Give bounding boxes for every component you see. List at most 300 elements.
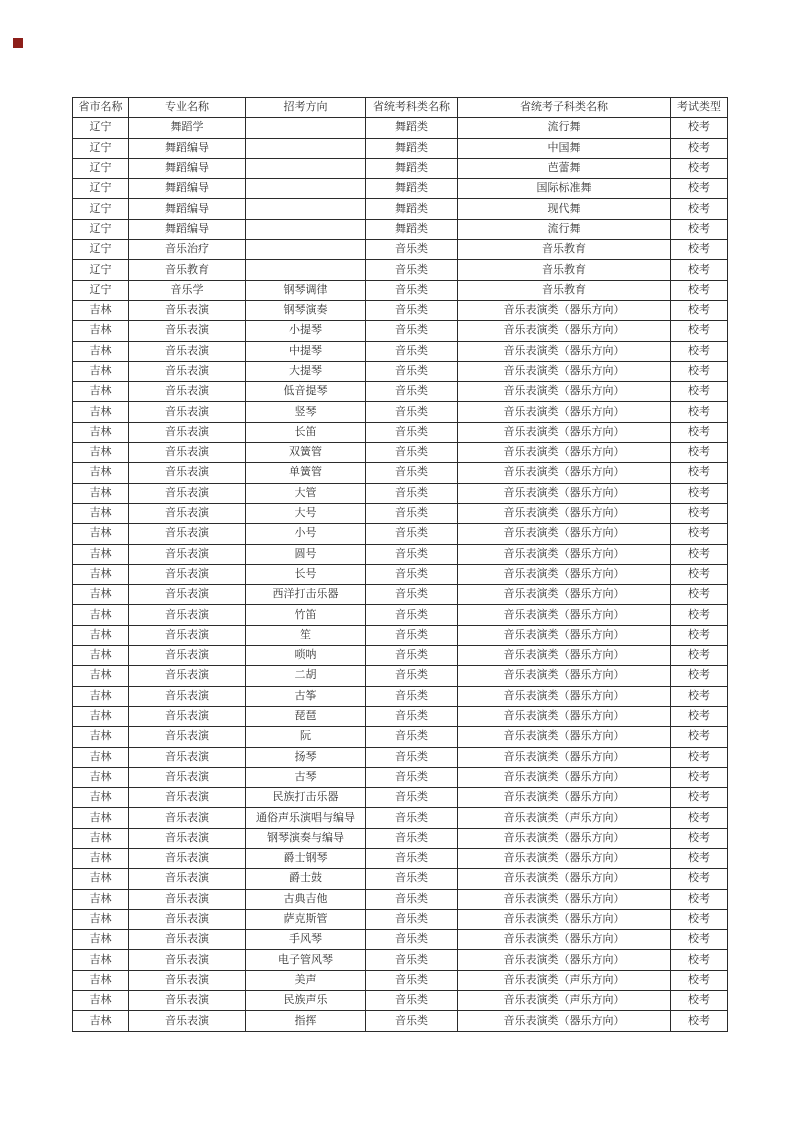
table-cell: 音乐表演 (129, 848, 246, 868)
table-cell: 音乐类 (366, 991, 458, 1011)
table-cell: 长笛 (246, 422, 366, 442)
table-cell: 吉林 (73, 443, 129, 463)
table-cell: 吉林 (73, 361, 129, 381)
table-cell: 音乐表演类（器乐方向） (458, 463, 671, 483)
table-cell: 音乐表演 (129, 544, 246, 564)
table-cell: 吉林 (73, 930, 129, 950)
table-cell: 音乐表演类（器乐方向） (458, 300, 671, 320)
table-cell: 音乐表演类（器乐方向） (458, 706, 671, 726)
table-cell: 琵琶 (246, 706, 366, 726)
table-cell: 唢呐 (246, 646, 366, 666)
table-header (73, 98, 728, 118)
table-cell: 美声 (246, 970, 366, 990)
table-cell: 校考 (671, 1011, 728, 1031)
table-cell: 音乐类 (366, 341, 458, 361)
column-header: 专业名称 (129, 98, 246, 118)
table-cell: 吉林 (73, 889, 129, 909)
table-cell: 古筝 (246, 686, 366, 706)
table-cell: 竹笛 (246, 605, 366, 625)
table-cell: 辽宁 (73, 179, 129, 199)
table-cell: 音乐表演类（器乐方向） (458, 564, 671, 584)
table-cell: 音乐表演类（器乐方向） (458, 909, 671, 929)
table-cell: 古琴 (246, 767, 366, 787)
column-header: 招考方向 (246, 98, 366, 118)
table-row (73, 666, 728, 686)
table-cell: 校考 (671, 260, 728, 280)
table-cell: 吉林 (73, 463, 129, 483)
table-cell: 舞蹈编导 (129, 158, 246, 178)
table-cell: 吉林 (73, 382, 129, 402)
table-row (73, 788, 728, 808)
table-cell: 音乐表演 (129, 402, 246, 422)
table-cell: 音乐表演 (129, 950, 246, 970)
table-cell: 舞蹈类 (366, 158, 458, 178)
table-row (73, 280, 728, 300)
table-cell: 音乐类 (366, 727, 458, 747)
table-cell: 吉林 (73, 869, 129, 889)
table-cell (246, 219, 366, 239)
table-cell: 音乐表演 (129, 463, 246, 483)
table-cell: 音乐表演类（器乐方向） (458, 524, 671, 544)
table-cell: 舞蹈类 (366, 118, 458, 138)
table-cell: 音乐类 (366, 280, 458, 300)
table-cell: 萨克斯管 (246, 909, 366, 929)
table-cell: 辽宁 (73, 199, 129, 219)
table-cell: 爵士鼓 (246, 869, 366, 889)
table-cell: 吉林 (73, 767, 129, 787)
table-cell: 音乐表演类（器乐方向） (458, 930, 671, 950)
table-cell: 二胡 (246, 666, 366, 686)
table-cell: 音乐表演类（器乐方向） (458, 767, 671, 787)
table-cell: 音乐表演 (129, 361, 246, 381)
table-cell: 音乐类 (366, 524, 458, 544)
table-row (73, 422, 728, 442)
table-cell: 音乐表演 (129, 422, 246, 442)
table-cell: 校考 (671, 828, 728, 848)
table-cell: 吉林 (73, 605, 129, 625)
table-cell: 音乐表演 (129, 300, 246, 320)
table-row (73, 443, 728, 463)
table-row (73, 138, 728, 158)
table-cell: 校考 (671, 361, 728, 381)
table-cell: 吉林 (73, 585, 129, 605)
table-cell (246, 240, 366, 260)
table-row (73, 950, 728, 970)
table-cell: 笙 (246, 625, 366, 645)
table-row (73, 321, 728, 341)
table-cell: 吉林 (73, 422, 129, 442)
table-cell (246, 260, 366, 280)
table-cell: 校考 (671, 991, 728, 1011)
table-cell: 民族打击乐器 (246, 788, 366, 808)
table-cell (246, 158, 366, 178)
table-cell: 校考 (671, 666, 728, 686)
table-row (73, 402, 728, 422)
table-row (73, 625, 728, 645)
table-cell: 电子管风琴 (246, 950, 366, 970)
table-cell: 音乐表演类（器乐方向） (458, 544, 671, 564)
table-cell: 辽宁 (73, 260, 129, 280)
table-cell: 校考 (671, 300, 728, 320)
table-cell: 音乐表演 (129, 930, 246, 950)
table-cell: 音乐类 (366, 767, 458, 787)
table-cell: 音乐表演 (129, 889, 246, 909)
table-row (73, 909, 728, 929)
table-cell: 小号 (246, 524, 366, 544)
table-cell: 音乐表演类（器乐方向） (458, 341, 671, 361)
table-cell: 吉林 (73, 341, 129, 361)
table-cell: 校考 (671, 889, 728, 909)
table-cell: 吉林 (73, 1011, 129, 1031)
table-cell: 音乐表演 (129, 788, 246, 808)
table-cell: 大号 (246, 503, 366, 523)
table-cell: 音乐类 (366, 402, 458, 422)
table-cell: 音乐类 (366, 747, 458, 767)
table-cell: 吉林 (73, 686, 129, 706)
table-row (73, 646, 728, 666)
table-cell: 音乐类 (366, 808, 458, 828)
table-cell: 吉林 (73, 706, 129, 726)
table-cell: 手风琴 (246, 930, 366, 950)
table-cell: 音乐表演 (129, 869, 246, 889)
table-cell: 音乐表演 (129, 686, 246, 706)
table-row (73, 382, 728, 402)
table-row (73, 727, 728, 747)
table-cell: 舞蹈类 (366, 179, 458, 199)
table-cell: 音乐表演类（器乐方向） (458, 646, 671, 666)
table-cell: 吉林 (73, 991, 129, 1011)
table-row (73, 179, 728, 199)
column-header: 省统考子科类名称 (458, 98, 671, 118)
table-cell: 吉林 (73, 909, 129, 929)
table-cell: 音乐类 (366, 483, 458, 503)
table-cell: 音乐类 (366, 950, 458, 970)
table-cell: 校考 (671, 443, 728, 463)
table-cell: 吉林 (73, 402, 129, 422)
table-cell (246, 199, 366, 219)
table-cell: 音乐表演类（器乐方向） (458, 686, 671, 706)
table-cell: 音乐表演类（器乐方向） (458, 788, 671, 808)
table-cell: 音乐表演类（声乐方向） (458, 808, 671, 828)
table-row (73, 970, 728, 990)
table-cell: 音乐表演 (129, 666, 246, 686)
table-cell: 校考 (671, 706, 728, 726)
table-cell: 音乐类 (366, 321, 458, 341)
table-cell: 校考 (671, 625, 728, 645)
table-cell: 舞蹈学 (129, 118, 246, 138)
table-cell: 芭蕾舞 (458, 158, 671, 178)
table-cell: 吉林 (73, 483, 129, 503)
table-cell: 中提琴 (246, 341, 366, 361)
table-cell: 吉林 (73, 727, 129, 747)
table-cell: 舞蹈编导 (129, 199, 246, 219)
red-corner-mark (13, 38, 23, 48)
table-cell: 低音提琴 (246, 382, 366, 402)
table-cell: 校考 (671, 503, 728, 523)
table-cell: 音乐表演类（声乐方向） (458, 970, 671, 990)
table-cell: 指挥 (246, 1011, 366, 1031)
table-cell: 音乐表演 (129, 564, 246, 584)
table-cell: 音乐类 (366, 463, 458, 483)
table-row (73, 564, 728, 584)
table-cell: 音乐表演 (129, 625, 246, 645)
table-cell: 音乐表演 (129, 646, 246, 666)
table-cell: 音乐类 (366, 422, 458, 442)
table-cell: 音乐表演类（器乐方向） (458, 422, 671, 442)
table-cell: 西洋打击乐器 (246, 585, 366, 605)
table-cell: 音乐表演类（器乐方向） (458, 503, 671, 523)
table-cell: 校考 (671, 788, 728, 808)
table-cell: 校考 (671, 605, 728, 625)
table-row (73, 686, 728, 706)
table-row (73, 747, 728, 767)
table-cell: 长号 (246, 564, 366, 584)
table-cell: 音乐表演 (129, 706, 246, 726)
table-row (73, 463, 728, 483)
table-cell: 吉林 (73, 300, 129, 320)
table-cell: 民族声乐 (246, 991, 366, 1011)
table-cell: 校考 (671, 179, 728, 199)
table-cell: 辽宁 (73, 158, 129, 178)
table-cell: 音乐表演 (129, 483, 246, 503)
table-cell: 辽宁 (73, 240, 129, 260)
table-cell: 校考 (671, 240, 728, 260)
table-cell: 音乐类 (366, 706, 458, 726)
table-cell: 音乐表演 (129, 524, 246, 544)
table-cell: 音乐表演 (129, 585, 246, 605)
table-cell: 吉林 (73, 503, 129, 523)
table-cell: 音乐类 (366, 625, 458, 645)
table-cell: 音乐类 (366, 300, 458, 320)
table-cell: 流行舞 (458, 219, 671, 239)
table-cell: 音乐学 (129, 280, 246, 300)
table-cell: 校考 (671, 219, 728, 239)
table-cell: 单簧管 (246, 463, 366, 483)
table-cell: 校考 (671, 544, 728, 564)
table-row (73, 118, 728, 138)
table-cell: 音乐表演 (129, 605, 246, 625)
table-cell: 舞蹈编导 (129, 219, 246, 239)
table-cell: 音乐类 (366, 260, 458, 280)
table-row (73, 341, 728, 361)
table-cell: 校考 (671, 524, 728, 544)
table-cell: 大管 (246, 483, 366, 503)
table-cell: 舞蹈编导 (129, 138, 246, 158)
table-cell: 钢琴调律 (246, 280, 366, 300)
table-cell: 音乐表演类（器乐方向） (458, 625, 671, 645)
table-cell: 吉林 (73, 666, 129, 686)
table-cell: 校考 (671, 585, 728, 605)
table-cell: 音乐类 (366, 828, 458, 848)
table-cell: 爵士钢琴 (246, 848, 366, 868)
table-cell: 校考 (671, 402, 728, 422)
column-header: 省市名称 (73, 98, 129, 118)
majors-exam-table (72, 97, 728, 1032)
table-cell: 吉林 (73, 747, 129, 767)
table-cell: 音乐教育 (458, 280, 671, 300)
table-cell: 钢琴演奏 (246, 300, 366, 320)
table-cell (246, 118, 366, 138)
table-cell: 吉林 (73, 808, 129, 828)
table-cell: 双簧管 (246, 443, 366, 463)
table-row (73, 503, 728, 523)
table-cell: 校考 (671, 686, 728, 706)
table-row (73, 1011, 728, 1031)
table-cell: 校考 (671, 118, 728, 138)
table-cell: 音乐表演类（器乐方向） (458, 361, 671, 381)
column-header: 省统考科类名称 (366, 98, 458, 118)
table-cell: 通俗声乐演唱与编导 (246, 808, 366, 828)
table-cell: 辽宁 (73, 280, 129, 300)
table-row (73, 767, 728, 787)
table-cell: 音乐类 (366, 686, 458, 706)
table-cell: 校考 (671, 646, 728, 666)
table-cell: 吉林 (73, 788, 129, 808)
table-cell: 音乐表演 (129, 828, 246, 848)
table-cell: 吉林 (73, 828, 129, 848)
table-cell: 校考 (671, 909, 728, 929)
table-cell: 音乐教育 (458, 260, 671, 280)
table-cell: 校考 (671, 950, 728, 970)
table-cell: 音乐类 (366, 646, 458, 666)
table-cell: 吉林 (73, 321, 129, 341)
table-cell: 舞蹈类 (366, 138, 458, 158)
table-cell: 音乐表演 (129, 321, 246, 341)
table-cell: 音乐类 (366, 909, 458, 929)
table-cell: 音乐表演类（器乐方向） (458, 321, 671, 341)
table-cell: 音乐教育 (129, 260, 246, 280)
table-cell: 吉林 (73, 564, 129, 584)
table-cell: 音乐类 (366, 503, 458, 523)
table-cell: 校考 (671, 848, 728, 868)
table-cell: 音乐类 (366, 970, 458, 990)
table-row (73, 991, 728, 1011)
table-cell: 吉林 (73, 646, 129, 666)
table-cell: 音乐表演类（器乐方向） (458, 585, 671, 605)
table-cell: 音乐教育 (458, 240, 671, 260)
table-row (73, 199, 728, 219)
table-cell: 音乐表演 (129, 747, 246, 767)
table-cell: 音乐表演 (129, 727, 246, 747)
table-row (73, 585, 728, 605)
table-row (73, 828, 728, 848)
column-header: 考试类型 (671, 98, 728, 118)
table-cell: 校考 (671, 321, 728, 341)
table-cell: 流行舞 (458, 118, 671, 138)
table-cell: 舞蹈类 (366, 219, 458, 239)
table-cell: 校考 (671, 199, 728, 219)
table-cell: 音乐类 (366, 443, 458, 463)
table-cell: 校考 (671, 422, 728, 442)
table-cell: 辽宁 (73, 219, 129, 239)
table-cell: 音乐类 (366, 848, 458, 868)
table-row (73, 300, 728, 320)
table-cell: 音乐类 (366, 544, 458, 564)
table-cell: 音乐类 (366, 788, 458, 808)
table-cell: 音乐类 (366, 666, 458, 686)
table-cell: 舞蹈类 (366, 199, 458, 219)
table-row (73, 930, 728, 950)
table-cell: 音乐表演 (129, 970, 246, 990)
table-cell: 校考 (671, 747, 728, 767)
table-cell: 音乐表演类（器乐方向） (458, 402, 671, 422)
table-cell: 校考 (671, 970, 728, 990)
table-cell: 校考 (671, 564, 728, 584)
table-cell: 圆号 (246, 544, 366, 564)
table-cell: 音乐表演类（器乐方向） (458, 382, 671, 402)
table-cell: 音乐类 (366, 1011, 458, 1031)
table-cell: 音乐表演类（器乐方向） (458, 869, 671, 889)
table-cell: 中国舞 (458, 138, 671, 158)
table-cell: 音乐类 (366, 585, 458, 605)
table-row (73, 260, 728, 280)
table-cell: 音乐表演类（器乐方向） (458, 443, 671, 463)
table-cell: 音乐类 (366, 382, 458, 402)
table-cell: 校考 (671, 341, 728, 361)
table-row (73, 808, 728, 828)
table-cell: 钢琴演奏与编导 (246, 828, 366, 848)
table-cell: 音乐表演 (129, 341, 246, 361)
table-cell: 辽宁 (73, 118, 129, 138)
table-cell: 音乐表演 (129, 503, 246, 523)
table-cell: 音乐类 (366, 605, 458, 625)
table-cell: 校考 (671, 727, 728, 747)
table-cell: 音乐治疗 (129, 240, 246, 260)
table-row (73, 706, 728, 726)
table-cell: 现代舞 (458, 199, 671, 219)
table-header-row (73, 98, 728, 118)
table-cell: 校考 (671, 808, 728, 828)
table-row (73, 524, 728, 544)
table-cell: 吉林 (73, 950, 129, 970)
table-cell: 音乐表演类（器乐方向） (458, 666, 671, 686)
table-row (73, 544, 728, 564)
table-cell: 音乐类 (366, 930, 458, 950)
table-row (73, 158, 728, 178)
table-cell: 校考 (671, 483, 728, 503)
table-cell: 校考 (671, 158, 728, 178)
table-cell: 音乐表演 (129, 909, 246, 929)
table-cell: 吉林 (73, 970, 129, 990)
table-cell: 国际标准舞 (458, 179, 671, 199)
table-cell: 校考 (671, 280, 728, 300)
table-cell: 音乐表演 (129, 443, 246, 463)
table-cell: 音乐表演类（器乐方向） (458, 889, 671, 909)
table-cell: 音乐表演类（器乐方向） (458, 483, 671, 503)
table-cell: 吉林 (73, 625, 129, 645)
table-cell (246, 138, 366, 158)
table-body (73, 118, 728, 1031)
table-cell: 音乐表演 (129, 767, 246, 787)
table-cell: 音乐表演类（器乐方向） (458, 747, 671, 767)
table-cell: 舞蹈编导 (129, 179, 246, 199)
table-cell: 校考 (671, 869, 728, 889)
table-cell: 音乐类 (366, 361, 458, 381)
table-cell: 音乐类 (366, 564, 458, 584)
table-cell: 小提琴 (246, 321, 366, 341)
table-row (73, 483, 728, 503)
table-cell: 大提琴 (246, 361, 366, 381)
table-cell: 辽宁 (73, 138, 129, 158)
table-cell: 音乐类 (366, 889, 458, 909)
table-row (73, 889, 728, 909)
table-cell: 音乐类 (366, 240, 458, 260)
table-cell: 校考 (671, 767, 728, 787)
table-cell: 校考 (671, 930, 728, 950)
table-row (73, 605, 728, 625)
table-row (73, 361, 728, 381)
table-cell: 吉林 (73, 524, 129, 544)
